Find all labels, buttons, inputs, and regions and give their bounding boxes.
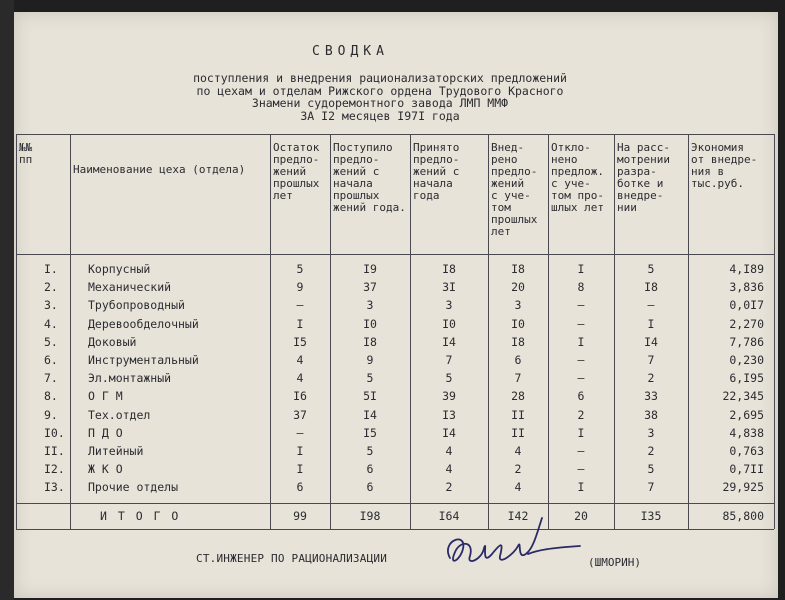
table-cell: I3 <box>442 407 456 422</box>
table-cell: 7,786 <box>729 334 764 349</box>
table-cell: 3 <box>647 425 655 440</box>
table-cell: – <box>577 298 585 313</box>
total-cell: 85,800 <box>722 508 764 523</box>
row-name: Эл.монтажный <box>88 371 172 386</box>
subtitle-line-3: Знамени судоремонтного завода ЛМП ММФ <box>251 96 509 110</box>
table-cell: I0 <box>363 316 377 331</box>
table-cell: 2. <box>44 280 58 295</box>
subtitle-line-2: по цехам и отделам Рижского ордена Трудового Красного <box>196 83 564 98</box>
table-cell: 3 <box>514 298 522 313</box>
table-cell: 8 <box>577 280 585 295</box>
table-cell: I <box>296 316 304 331</box>
table-cell: 3 <box>366 298 374 313</box>
table-cell: I8 <box>363 334 377 349</box>
table-cell: 5. <box>44 334 58 349</box>
table-rule <box>16 529 774 530</box>
table-cell: II <box>511 425 525 440</box>
table-cell: 3 <box>445 298 453 313</box>
footer-position: СТ.ИНЖЕНЕР ПО РАЦИОНАЛИЗАЦИИ <box>196 552 388 565</box>
table-cell: I. <box>44 262 58 276</box>
table-cell: 28 <box>511 389 525 404</box>
table-cell: I2. <box>44 462 65 477</box>
table-cell: 9 <box>366 353 374 367</box>
table-cell: – <box>577 444 585 458</box>
table-cell: II. <box>44 444 65 458</box>
row-name: Литейный <box>88 444 144 458</box>
total-cell: I98 <box>359 508 381 523</box>
column-rule <box>16 134 17 529</box>
table-cell: I4 <box>442 425 456 440</box>
table-cell: 39 <box>442 389 456 404</box>
table-rule <box>16 134 774 135</box>
table-cell: 3I <box>442 280 456 295</box>
row-name: Корпусный <box>88 262 151 276</box>
table-rule <box>16 503 774 504</box>
table-cell: 2,270 <box>729 316 764 331</box>
row-name: П Д О <box>88 425 123 440</box>
table-cell: 2 <box>514 462 522 477</box>
table-cell: 6 <box>296 480 304 495</box>
row-name: Доковый <box>88 334 137 349</box>
table-cell: 6. <box>44 353 58 367</box>
table-cell: 22,345 <box>722 389 764 404</box>
table-cell: I0 <box>442 316 456 331</box>
column-header-3: Поступило предло- жений с начала прошлых жений года. <box>333 141 406 214</box>
table-cell: 38 <box>644 407 658 422</box>
subtitle-line-1: поступления и внедрения рационализаторских предложений <box>193 71 567 85</box>
row-name: Ж К О <box>88 462 123 477</box>
table-cell: 0,7II <box>729 462 764 477</box>
table-cell: 4 <box>514 444 522 458</box>
table-cell: 4,I89 <box>729 262 764 276</box>
row-name: Инструментальный <box>88 353 199 367</box>
table-cell: – <box>647 298 655 313</box>
table-cell: I <box>647 316 655 331</box>
table-rule <box>16 254 774 255</box>
table-cell: – <box>577 371 585 386</box>
table-cell: I4 <box>442 334 456 349</box>
subtitle-line-4: ЗА I2 месяцев I97I года <box>300 108 460 123</box>
signature-mark <box>430 510 590 590</box>
table-cell: 4 <box>514 480 522 495</box>
table-cell: – <box>296 425 304 440</box>
table-cell: I8 <box>511 262 525 276</box>
column-header-6: Откло- нено предлож. с уче- том про- шлых лет <box>551 141 604 214</box>
table-cell: 5 <box>366 444 374 458</box>
table-cell: I5 <box>293 334 307 349</box>
table-cell: I <box>577 480 585 495</box>
table-cell: 6 <box>577 389 585 404</box>
table-cell: 37 <box>293 407 307 422</box>
table-cell: 4 <box>296 371 304 386</box>
table-cell: 4 <box>296 353 304 367</box>
total-cell: 99 <box>293 508 307 523</box>
column-header-8: Экономия от внедре- ния в тыс.руб. <box>691 141 758 190</box>
table-cell: I8 <box>511 334 525 349</box>
table-cell: 0,230 <box>729 353 764 367</box>
table-cell: 5 <box>647 462 655 477</box>
table-cell: 9. <box>44 407 58 422</box>
row-name: Трубопроводный <box>88 298 185 313</box>
row-name: Механический <box>88 280 172 295</box>
table-cell: 2 <box>647 371 655 386</box>
table-cell: 6,I95 <box>729 371 764 386</box>
table-cell: I <box>577 334 585 349</box>
table-cell: 29,925 <box>722 480 764 495</box>
table-cell: 5 <box>647 262 655 276</box>
column-header-1: Наименование цеха (отдела) <box>73 163 246 176</box>
table-cell: 5 <box>366 371 374 386</box>
column-header-2: Остаток предло- жений прошлых лет <box>273 141 320 202</box>
table-cell: 20 <box>511 280 525 295</box>
footer-name: (ШМОРИН) <box>588 556 641 569</box>
table-cell: 8. <box>44 389 58 404</box>
table-cell: – <box>577 316 585 331</box>
table-cell: 5 <box>445 371 453 386</box>
table-cell: I5 <box>363 425 377 440</box>
table-cell: – <box>577 353 585 367</box>
table-cell: 0,0I7 <box>729 298 764 313</box>
column-header-4: Принято предло- жений с начала года <box>413 141 460 202</box>
table-cell: I <box>296 444 304 458</box>
table-cell: I8 <box>442 262 456 276</box>
table-cell: 2 <box>445 480 453 495</box>
table-cell: 7. <box>44 371 58 386</box>
table-cell: 4. <box>44 316 58 331</box>
table-cell: II <box>511 407 525 422</box>
table-cell: 5I <box>363 389 377 404</box>
table-cell: I4 <box>644 334 658 349</box>
column-rule <box>774 134 775 529</box>
column-header-0: №№ пп <box>19 141 33 166</box>
table-cell: 4 <box>445 444 453 458</box>
table-cell: – <box>577 462 585 477</box>
column-header-5: Внед- рено предло- жений с уче- том прошлых лет <box>491 141 538 238</box>
total-cell: I64 <box>438 508 460 523</box>
table-cell: I0 <box>511 316 525 331</box>
table-cell: 7 <box>514 371 522 386</box>
table-cell: I <box>296 462 304 477</box>
summary-table <box>16 134 774 524</box>
table-cell: I8 <box>644 280 658 295</box>
table-cell: I9 <box>363 262 377 276</box>
row-name: Деревообделочный <box>88 316 199 331</box>
row-name: Тех.отдел <box>88 407 151 422</box>
table-cell: 6 <box>366 462 374 477</box>
table-cell: 37 <box>363 280 377 295</box>
table-cell: 4,838 <box>729 425 764 440</box>
table-cell: 2 <box>577 407 585 422</box>
table-cell: 7 <box>647 480 655 495</box>
table-cell: 7 <box>647 353 655 367</box>
table-cell: 4 <box>445 462 453 477</box>
table-cell: 33 <box>644 389 658 404</box>
row-name: Прочие отделы <box>88 480 179 495</box>
total-cell: I35 <box>640 508 662 523</box>
column-rule <box>70 134 71 529</box>
table-cell: 9 <box>296 280 304 295</box>
total-cell: I42 <box>507 508 529 523</box>
table-cell: I4 <box>363 407 377 422</box>
total-label: И Т О Г О <box>100 508 181 523</box>
table-cell: I0. <box>44 425 65 440</box>
table-cell: I3. <box>44 480 65 495</box>
table-cell: 5 <box>296 262 304 276</box>
table-cell: I <box>577 425 585 440</box>
document-title: СВОДКА <box>312 44 389 59</box>
table-cell: 7 <box>445 353 453 367</box>
table-cell: 2,695 <box>729 407 764 422</box>
column-header-7: На расс- мотрении разра- ботке и внедре- нии <box>617 141 670 214</box>
table-cell: I6 <box>293 389 307 404</box>
table-cell: – <box>296 298 304 313</box>
table-cell: 3. <box>44 298 58 313</box>
row-name: О Г М <box>88 389 123 404</box>
table-cell: 2 <box>647 444 655 458</box>
total-cell: 20 <box>574 508 588 523</box>
table-cell: 6 <box>514 353 522 367</box>
scan-left-edge <box>0 0 14 600</box>
table-cell: 6 <box>366 480 374 495</box>
table-cell: 0,763 <box>729 444 764 458</box>
table-cell: 3,836 <box>729 280 764 295</box>
table-cell: I <box>577 262 585 276</box>
